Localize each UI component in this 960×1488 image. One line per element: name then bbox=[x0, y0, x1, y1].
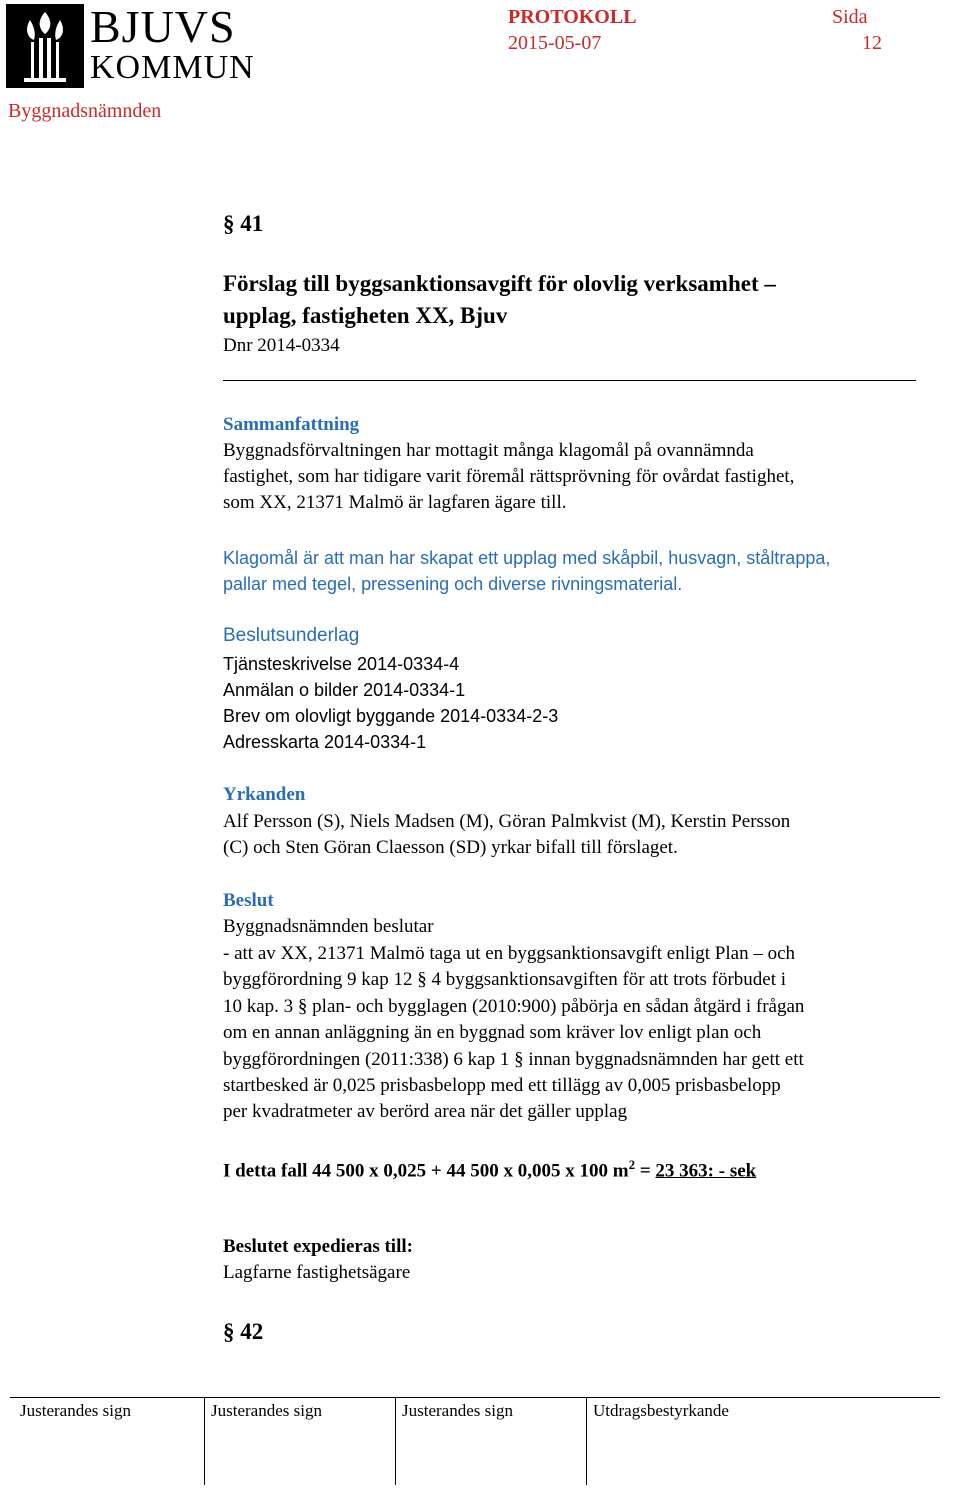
sammanfattning-line: fastighet, som har tidigare varit föremål rättsprövning för ovårdat fastighet, bbox=[223, 466, 795, 487]
sammanfattning-heading: Sammanfattning bbox=[223, 414, 360, 435]
sammanfattning-line: som XX, 21371 Malmö är lagfaren ägare till. bbox=[223, 492, 567, 513]
dnr: Dnr 2014-0334 bbox=[223, 335, 340, 356]
paragraph-title-line1: Förslag till byggsanktionsavgift för olovlig verksamhet – bbox=[223, 271, 776, 296]
beslut-line: byggförordningen (2011:338) 6 kap 1 § innan byggnadsnämnden har gett ett bbox=[223, 1049, 804, 1070]
page-label: Sida bbox=[832, 6, 868, 28]
page-number: 12 bbox=[862, 32, 882, 54]
beslut-heading: Beslut bbox=[223, 890, 274, 911]
section-number-41: § 41 bbox=[223, 211, 264, 236]
logo bbox=[6, 4, 84, 88]
footer-sign-4: Utdragsbestyrkande bbox=[593, 1401, 729, 1420]
footer-divider bbox=[586, 1397, 587, 1485]
beslutsunderlag-item: Tjänsteskrivelse 2014-0334-4 bbox=[223, 654, 460, 674]
beslut-line: byggförordning 9 kap 12 § 4 byggsanktionsavgiften för att trots förbudet i bbox=[223, 969, 787, 990]
doc-type: PROTOKOLL bbox=[508, 6, 637, 28]
title-divider bbox=[223, 380, 916, 381]
calculation bbox=[223, 1152, 943, 1184]
beslut-line: per kvadratmeter av berörd area när det gäller upplag bbox=[223, 1101, 628, 1122]
yrkanden-line: Alf Persson (S), Niels Madsen (M), Göran Palmkvist (M), Kerstin Persson bbox=[223, 811, 791, 832]
expedieras-heading: Beslutet expedieras till: bbox=[223, 1236, 413, 1257]
calculation-result: 23 363: - sek bbox=[655, 1160, 757, 1182]
footer-sign-2: Justerandes sign bbox=[211, 1401, 322, 1420]
calculation-equals: = bbox=[635, 1160, 656, 1182]
logo-wordmark-kommun: KOMMUN bbox=[90, 49, 255, 86]
beslutsunderlag-item: Adresskarta 2014-0334-1 bbox=[223, 732, 427, 752]
footer-sign-3: Justerandes sign bbox=[402, 1401, 513, 1420]
expedieras-recipient: Lagfarne fastighetsägare bbox=[223, 1262, 411, 1283]
complaint-line: pallar med tegel, pressening och diverse rivningsmaterial. bbox=[223, 574, 683, 594]
footer-rule bbox=[10, 1397, 940, 1398]
paragraph-title-line2: upplag, fastigheten XX, Bjuv bbox=[223, 303, 508, 328]
sammanfattning-line: Byggnadsförvaltningen har mottagit många klagomål på ovannämnda bbox=[223, 440, 754, 461]
committee-name: Byggnadsnämnden bbox=[8, 100, 162, 122]
beslutsunderlag-item: Anmälan o bilder 2014-0334-1 bbox=[223, 680, 466, 700]
beslut-line: Byggnadsnämnden beslutar bbox=[223, 916, 434, 937]
calculation-exponent: 2 bbox=[628, 1157, 636, 1172]
beslut-line: om en annan anläggning än en byggnad som kräver lov enligt plan och bbox=[223, 1022, 762, 1043]
footer-divider bbox=[395, 1397, 396, 1485]
beslutsunderlag-heading: Beslutsunderlag bbox=[223, 625, 360, 646]
beslut-line: - att av XX, 21371 Malmö taga ut en byggsanktionsavgift enligt Plan – och bbox=[223, 943, 796, 964]
complaint-line: Klagomål är att man har skapat ett upplag med skåpbil, husvagn, ståltrappa, bbox=[223, 548, 831, 568]
logo-wordmark-bjuvs: BJUVS bbox=[90, 1, 236, 52]
calculation-formula: I detta fall 44 500 x 0,025 + 44 500 x 0,005 x 100 m bbox=[223, 1160, 629, 1182]
footer-divider bbox=[204, 1397, 205, 1485]
beslutsunderlag-item: Brev om olovligt byggande 2014-0334-2-3 bbox=[223, 706, 559, 726]
footer-sign-1: Justerandes sign bbox=[20, 1401, 131, 1420]
section-number-42: § 42 bbox=[223, 1319, 264, 1344]
yrkanden-line: (C) och Sten Göran Claesson (SD) yrkar bifall till förslaget. bbox=[223, 837, 678, 858]
beslut-line: startbesked är 0,025 prisbasbelopp med ett tillägg av 0,005 prisbasbelopp bbox=[223, 1075, 781, 1096]
meeting-date: 2015-05-07 bbox=[508, 32, 602, 54]
torch-logo-icon bbox=[6, 4, 84, 88]
yrkanden-heading: Yrkanden bbox=[223, 784, 306, 805]
beslut-line: 10 kap. 3 § plan- och bygglagen (2010:900) påbörja en sådan åtgärd i frågan bbox=[223, 996, 805, 1017]
